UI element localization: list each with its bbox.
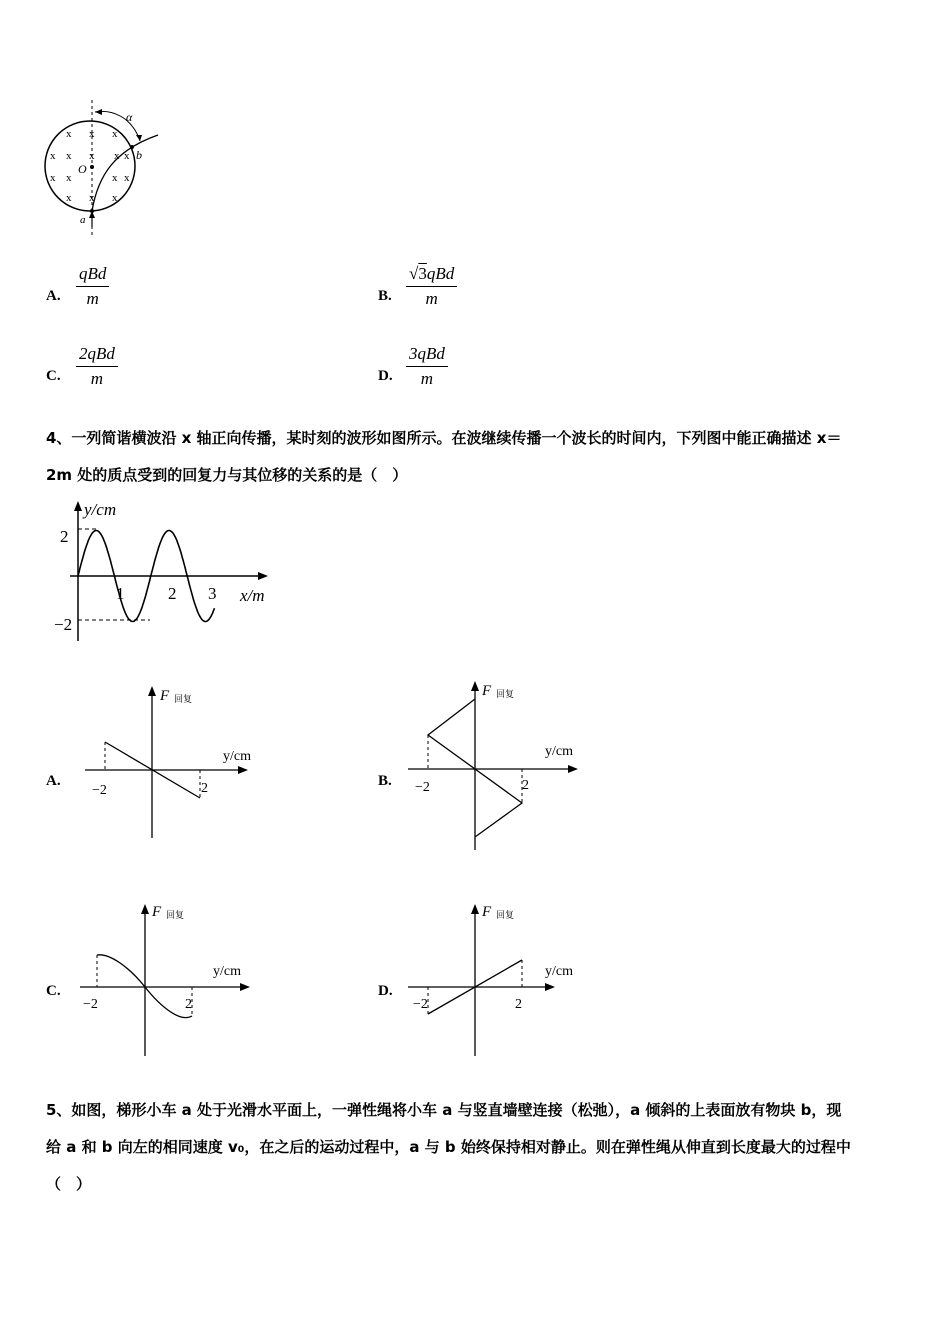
svg-text:x: x xyxy=(89,192,95,204)
svg-text:F: F xyxy=(152,904,162,920)
svg-text:−2: −2 xyxy=(413,997,428,1012)
q5-line1: 5、如图，梯形小车 a 处于光滑水平面上，一弹性绳将小车 a 与竖直墙壁连接（松弛），a 倾斜的上表面放有物块 b，现 xyxy=(46,1101,842,1119)
q4-stem xyxy=(46,420,916,494)
svg-text:回复: 回复 xyxy=(166,910,185,920)
wave-xtick-1: 1 xyxy=(116,584,125,603)
svg-text:2: 2 xyxy=(515,997,522,1012)
svg-text:F: F xyxy=(482,904,492,920)
option-d-formula: 3qBd m xyxy=(406,344,448,389)
q4-option-c-chart[interactable] xyxy=(75,898,275,1063)
q4-option-d-chart[interactable] xyxy=(405,898,605,1063)
q5-line3: （ ） xyxy=(46,1175,92,1193)
svg-text:−2: −2 xyxy=(92,783,107,798)
q4-line1: 4、一列简谐横波沿 x 轴正向传播，某时刻的波形如图所示。在波继续传播一个波长的时间内，下列图中能正确描述 x＝ xyxy=(46,429,842,447)
q4-option-a-label[interactable]: A. xyxy=(46,773,61,789)
svg-text:−2: −2 xyxy=(415,780,430,795)
svg-text:回复: 回复 xyxy=(496,689,515,699)
svg-text:F: F xyxy=(160,688,170,704)
svg-text:回复: 回复 xyxy=(496,910,515,920)
svg-text:x: x xyxy=(124,150,130,162)
svg-text:x: x xyxy=(112,192,118,204)
svg-text:2: 2 xyxy=(522,778,529,793)
q4-option-c-label[interactable]: C. xyxy=(46,983,61,999)
svg-text:−2: −2 xyxy=(83,997,98,1012)
option-b-formula: √3qBd m xyxy=(406,264,457,309)
svg-text:a: a xyxy=(80,214,86,226)
option-c-formula: 2qBd m xyxy=(76,344,118,389)
svg-text:y/cm: y/cm xyxy=(545,964,573,979)
q4-option-b-chart[interactable] xyxy=(405,675,605,855)
svg-text:2: 2 xyxy=(185,997,192,1012)
svg-text:F: F xyxy=(482,683,492,699)
wave-ylabel: y/cm xyxy=(84,500,117,519)
svg-text:x: x xyxy=(66,150,72,162)
wave-ytick-pos: 2 xyxy=(60,527,69,546)
q4-line2: 2m 处的质点受到的回复力与其位移的关系的是（ ） xyxy=(46,466,408,484)
q5-line2: 给 a 和 b 向左的相同速度 v₀，在之后的运动过程中，a 与 b 始终保持相对静止。则在弹性绳从伸直到长度最大的过程中 xyxy=(46,1138,851,1156)
svg-text:x: x xyxy=(66,128,72,140)
wave-xlabel: x/m xyxy=(240,586,265,605)
svg-text:回复: 回复 xyxy=(174,694,193,704)
svg-text:2: 2 xyxy=(201,781,208,796)
wave-xtick-3: 3 xyxy=(208,584,217,603)
field-crosses xyxy=(50,128,130,204)
svg-text:x: x xyxy=(112,128,118,140)
q4-option-d-label[interactable]: D. xyxy=(378,983,393,999)
svg-text:x: x xyxy=(89,150,95,162)
svg-text:x: x xyxy=(89,128,95,140)
svg-text:x: x xyxy=(124,172,130,184)
wave-ytick-neg: −2 xyxy=(54,615,73,634)
svg-text:x: x xyxy=(66,192,72,204)
svg-text:x: x xyxy=(114,150,120,162)
q5-stem xyxy=(46,1092,926,1203)
svg-text:x: x xyxy=(50,172,56,184)
svg-text:x: x xyxy=(66,172,72,184)
svg-text:y/cm: y/cm xyxy=(545,744,573,759)
svg-text:b: b xyxy=(136,148,142,162)
svg-text:y/cm: y/cm xyxy=(213,964,241,979)
svg-text:x: x xyxy=(112,172,118,184)
svg-text:O: O xyxy=(78,162,87,176)
svg-text:y/cm: y/cm xyxy=(223,749,251,764)
option-a-formula: qBd m xyxy=(76,264,109,309)
svg-text:α: α xyxy=(126,110,133,124)
wave-chart xyxy=(40,495,290,645)
q4-option-a-chart[interactable] xyxy=(80,680,280,850)
wave-xtick-2: 2 xyxy=(168,584,177,603)
q4-option-b-label[interactable]: B. xyxy=(378,773,392,789)
svg-text:x: x xyxy=(50,150,56,162)
magnetic-field-figure xyxy=(40,95,170,240)
